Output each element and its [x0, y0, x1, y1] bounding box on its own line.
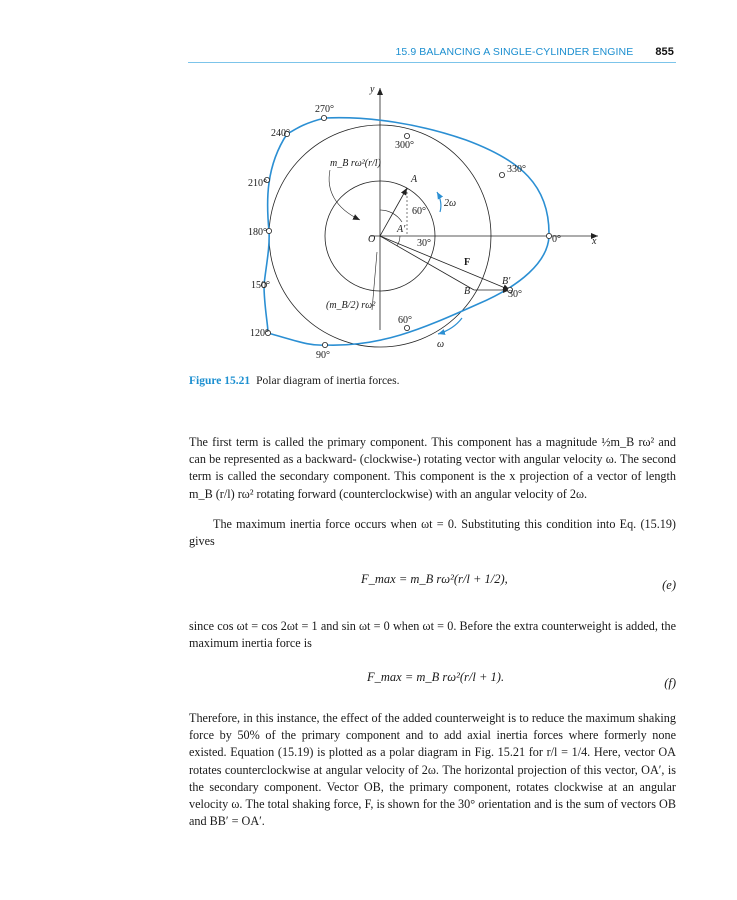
label-210: 210° — [248, 178, 267, 189]
page-number: 855 — [655, 46, 674, 58]
point-A: A — [411, 174, 418, 185]
label-150: 150° — [251, 280, 270, 291]
caption-text: Polar diagram of inertia forces. — [256, 375, 400, 387]
two-omega-arrow — [437, 192, 441, 212]
leader-secondary — [329, 170, 360, 220]
polar-curve — [264, 118, 549, 345]
marker-60 — [404, 325, 409, 330]
y-axis-label: y — [370, 84, 375, 95]
label-330: 330° — [507, 164, 526, 175]
marker-90 — [322, 342, 327, 347]
point-B-prime: B′ — [502, 276, 511, 287]
label-240: 240° — [271, 128, 290, 139]
inner-angle-30: 30° — [417, 238, 431, 249]
equation-f-tag: (f) — [664, 676, 676, 690]
point-A-prime: A′ — [397, 224, 406, 235]
equation-f — [189, 664, 676, 704]
vector-F-label: F — [464, 257, 471, 268]
omega-label: ω — [437, 339, 445, 350]
equation-e — [189, 566, 676, 606]
running-title: 15.9 BALANCING A SINGLE-CYLINDER ENGINE — [395, 46, 634, 58]
marker-330 — [499, 172, 504, 177]
equation-e-body: F_max = m_B rω²(r/l + 1/2), — [361, 572, 508, 586]
angle-30-at-B-prime: 30° — [508, 289, 522, 300]
paragraph-primary-secondary: The first term is called the primary component. This component has a magnitude ½m_B rω² and can be represented as a backward- (clockwise-) rotating vector with angular velocity ω. The second term is called the secondary component. This component is the x projection of a vector of length m_B (r/l) rω² rotating forward (counterclockwise) with an angular velocity of 2ω. — [189, 435, 676, 501]
paragraph-before-counterweight: since cos ωt = cos 2ωt = 1 and sin ωt = 0 when ωt = 0. Before the extra counterweight is added, the maximum inertia force is — [189, 619, 676, 651]
paragraph-conclusion: Therefore, in this instance, the effect of the added counterweight is to reduce the maximum shaking force by 50% of the primary component and to add axial inertia forces where formerly none existed. Equation (15.19) is plotted as a polar diagram in Fig. 15.21 for r/l = 1/4. Here, vector OA rotates counterclockwise at angular velocity of 2ω. The horizontal projection of this vector, OA′, is the secondary component. Vector OB, the primary component, rotates clockwise at an angular velocity ω. The total shaking force, F, is shown for the 30° orientation and is the sum of vectors OB and BB′ = OA′. — [189, 711, 676, 829]
equation-f-body: F_max = m_B rω²(r/l + 1). — [367, 670, 505, 684]
label-180: 180° — [248, 227, 267, 238]
x-axis-label: x — [592, 236, 597, 247]
point-O: O — [368, 234, 376, 245]
equation-e-tag: (e) — [662, 578, 676, 592]
marker-300 — [404, 133, 409, 138]
label-60: 60° — [398, 315, 412, 326]
polar-diagram-figure — [0, 0, 737, 370]
two-omega-label: 2ω — [444, 198, 457, 209]
primary-magnitude-label: (m_B/2) rω² — [326, 300, 376, 311]
label-270: 270° — [315, 104, 334, 115]
marker-0 — [546, 233, 551, 238]
label-300: 300° — [395, 140, 414, 151]
secondary-magnitude-label: m_B rω²(r/l) — [330, 158, 381, 169]
label-120: 120° — [250, 328, 269, 339]
caption-label: Figure 15.21 — [189, 375, 251, 387]
label-90: 90° — [316, 350, 330, 361]
marker-270 — [321, 115, 326, 120]
point-B: B — [464, 286, 471, 297]
inner-angle-60: 60° — [412, 206, 426, 217]
paragraph-max-force: The maximum inertia force occurs when ωt = 0. Substituting this condition into Eq. (15.19) gives — [189, 517, 676, 549]
marker-180 — [266, 228, 271, 233]
figure-caption — [189, 375, 400, 387]
label-0: 0° — [552, 234, 561, 245]
